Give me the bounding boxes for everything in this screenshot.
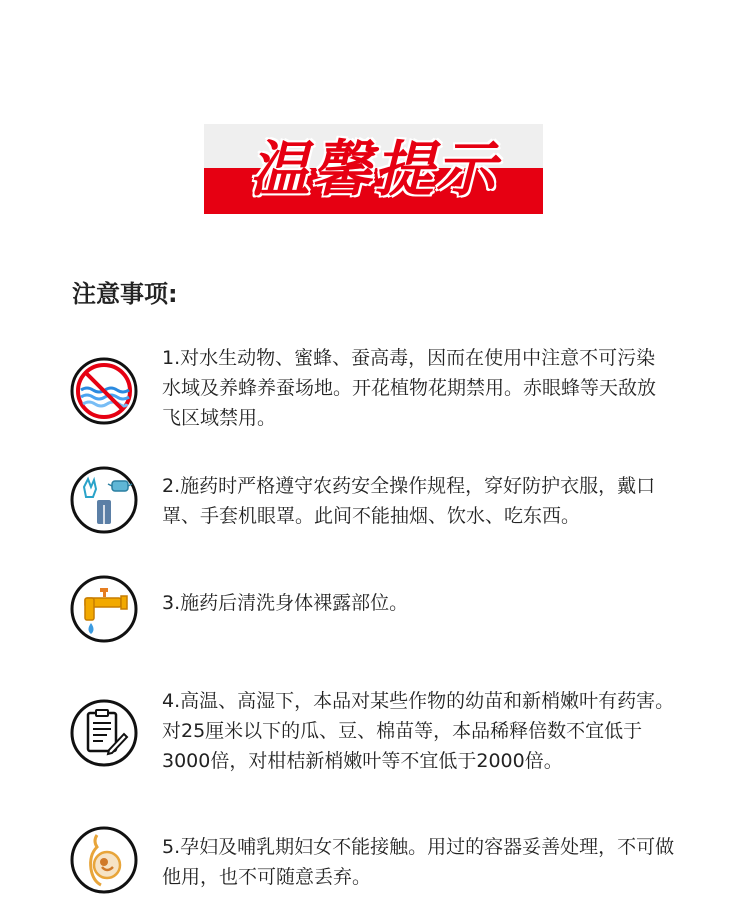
item-2-text: 2.施药时严格遵守农药安全操作规程，穿好防护衣服，戴口 罩、手套机眼罩。此间不能抽烟、饮水、吃东西。 bbox=[162, 475, 656, 527]
item-4-text: 4.高温、高湿下，本品对某些作物的幼苗和新梢嫩叶有药害。 对25厘米以下的瓜、豆、棉苗等，本品稀释倍数不宜低于 3000倍，对柑桔新梢嫩叶等不宜低于2000倍。 bbox=[162, 690, 675, 772]
item-3-text: 3.施药后清洗身体裸露部位。 bbox=[162, 592, 409, 614]
section-heading: 注意事项: bbox=[72, 280, 178, 308]
faucet-icon bbox=[69, 574, 139, 644]
warm-tips-banner bbox=[204, 124, 543, 214]
item-5-text: 5.孕妇及哺乳期妇女不能接触。用过的容器妥善处理，不可做 他用，也不可随意丢弃。 bbox=[162, 836, 675, 888]
pregnancy-icon bbox=[69, 825, 139, 895]
clipboard-icon bbox=[69, 698, 139, 768]
gloves-mask-pants-icon bbox=[69, 465, 139, 535]
no-water-icon bbox=[69, 356, 139, 426]
banner-title: 温馨提示 bbox=[249, 135, 498, 205]
item-1-text: 1.对水生动物、蜜蜂、蚕高毒，因而在使用中注意不可污染 水域及养蜂养蚕场地。开花植物花期禁用。赤眼蜂等天敌放 飞区域禁用。 bbox=[162, 347, 657, 429]
